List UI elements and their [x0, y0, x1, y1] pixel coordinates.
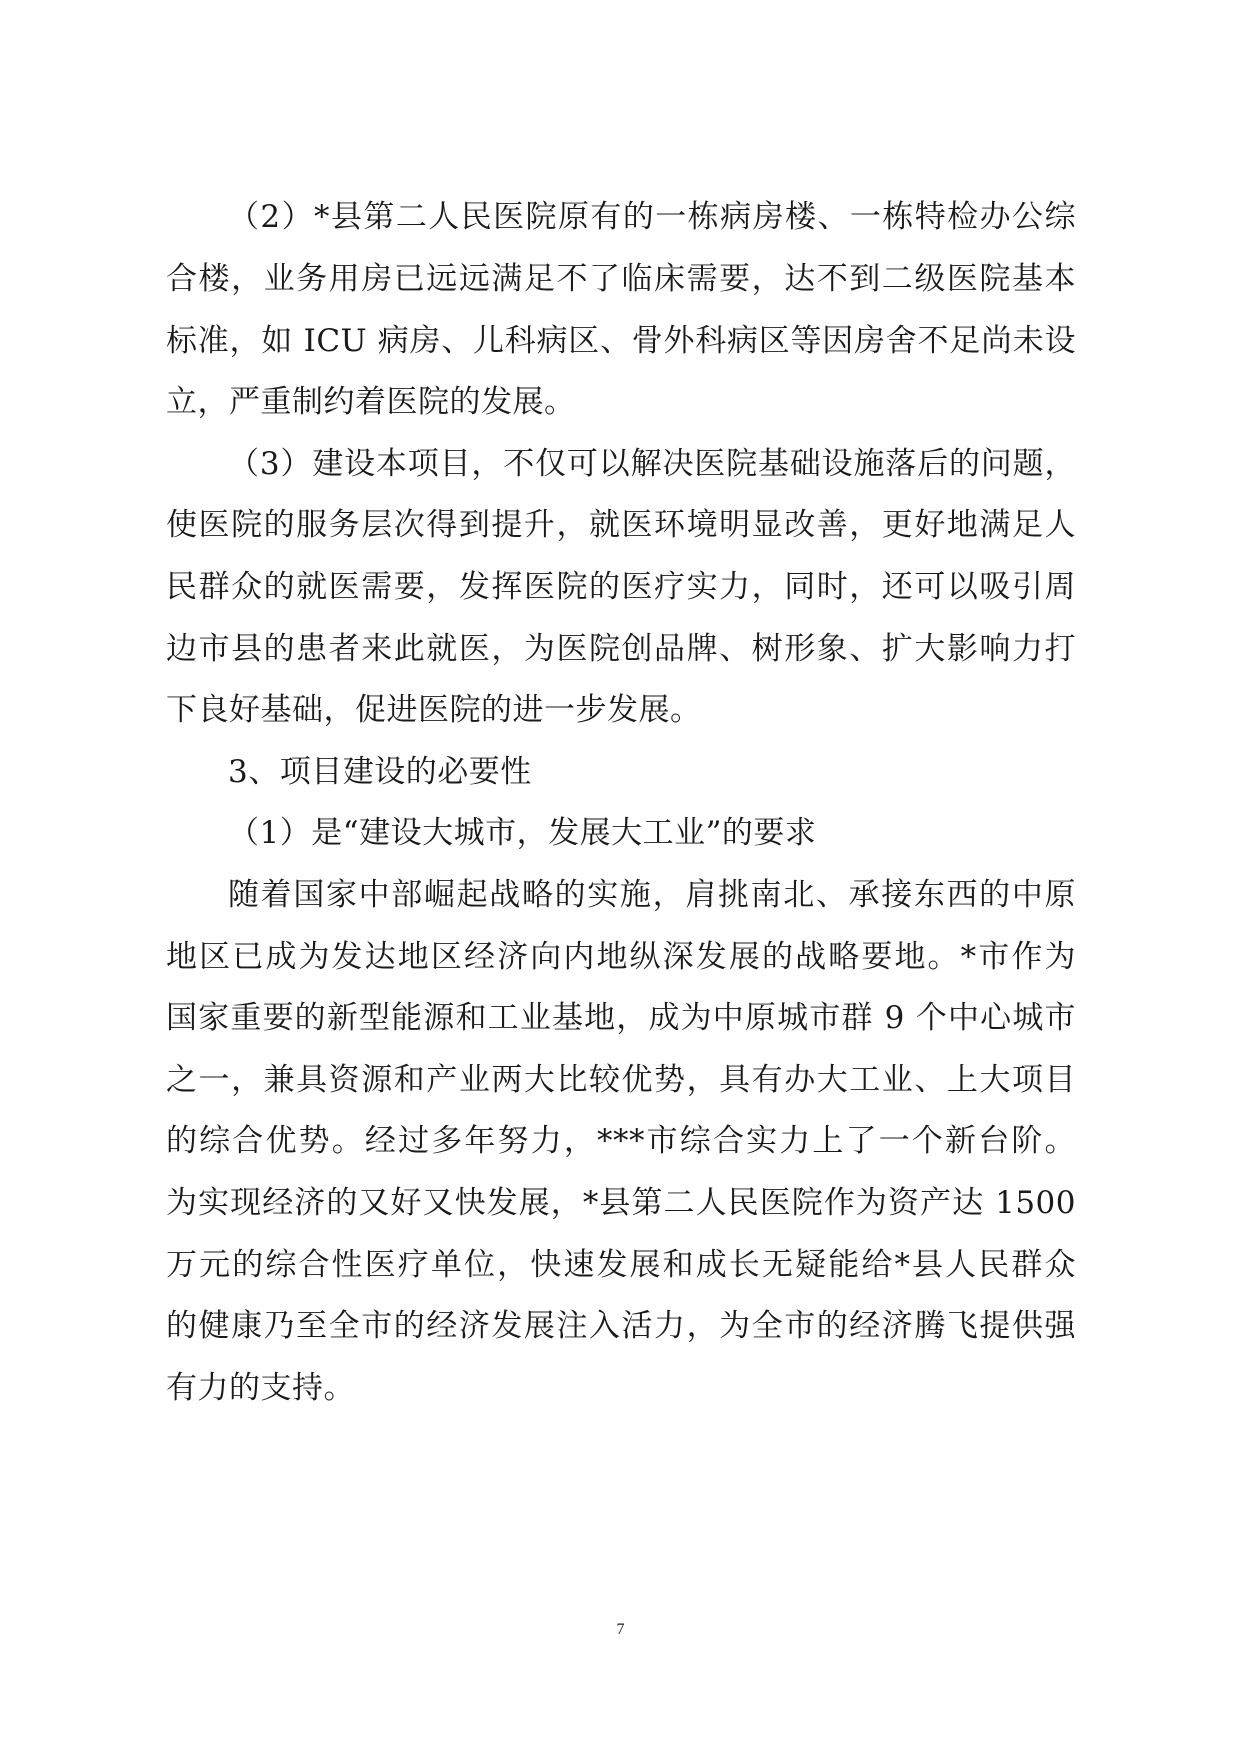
paragraph-3-line-3: 民群众的就医需要，发挥医院的医疗实力，同时，还可以吸引周: [166, 569, 1076, 605]
paragraph-2-line-1: （2）*县第二人民医院原有的一栋病房楼、一栋特检办公综: [228, 199, 1076, 235]
paragraph-3-line-2: 使医院的服务层次得到提升，就医环境明显改善，更好地满足人: [166, 507, 1076, 543]
paragraph-4-line-8: 的健康乃至全市的经济发展注入活力，为全市的经济腾飞提供强: [166, 1308, 1076, 1344]
section-heading: 3、项目建设的必要性: [228, 754, 532, 790]
paragraph-4-line-5: 的综合优势。经过多年努力，***市综合实力上了一个新台阶。: [166, 1123, 1076, 1159]
paragraph-4-line-7: 万元的综合性医疗单位，快速发展和成长无疑能给*县人民群众: [166, 1247, 1076, 1283]
paragraph-4-line-4: 之一，兼具资源和产业两大比较优势，具有办大工业、上大项目: [166, 1062, 1076, 1098]
paragraph-4-line-1: 随着国家中部崛起战略的实施，肩挑南北、承接东西的中原: [228, 877, 1076, 913]
subsection-heading: （1）是“建设大城市，发展大工业”的要求: [228, 815, 817, 851]
paragraph-3-line-5: 下良好基础，促进医院的进一步发展。: [166, 692, 702, 728]
paragraph-4-line-9: 有力的支持。: [166, 1370, 355, 1406]
paragraph-2-line-4: 立，严重制约着医院的发展。: [166, 384, 576, 420]
paragraph-3-line-4: 边市县的患者来此就医，为医院创品牌、树形象、扩大影响力打: [166, 631, 1076, 667]
paragraph-3-line-1: （3）建设本项目，不仅可以解决医院基础设施落后的问题，: [228, 446, 1076, 482]
paragraph-4-line-3: 国家重要的新型能源和工业基地，成为中原城市群 9 个中心城市: [166, 1000, 1076, 1036]
paragraph-4-line-2: 地区已成为发达地区经济向内地纵深发展的战略要地。*市作为: [166, 939, 1076, 975]
paragraph-4-line-6: 为实现经济的又好又快发展，*县第二人民医院作为资产达 1500: [166, 1185, 1076, 1221]
paragraph-2-line-3: 标准，如 ICU 病房、儿科病区、骨外科病区等因房舍不足尚未设: [166, 323, 1076, 359]
paragraph-2-line-2: 合楼，业务用房已远远满足不了临床需要，达不到二级医院基本: [166, 261, 1076, 297]
page-number: 7: [616, 1621, 625, 1638]
